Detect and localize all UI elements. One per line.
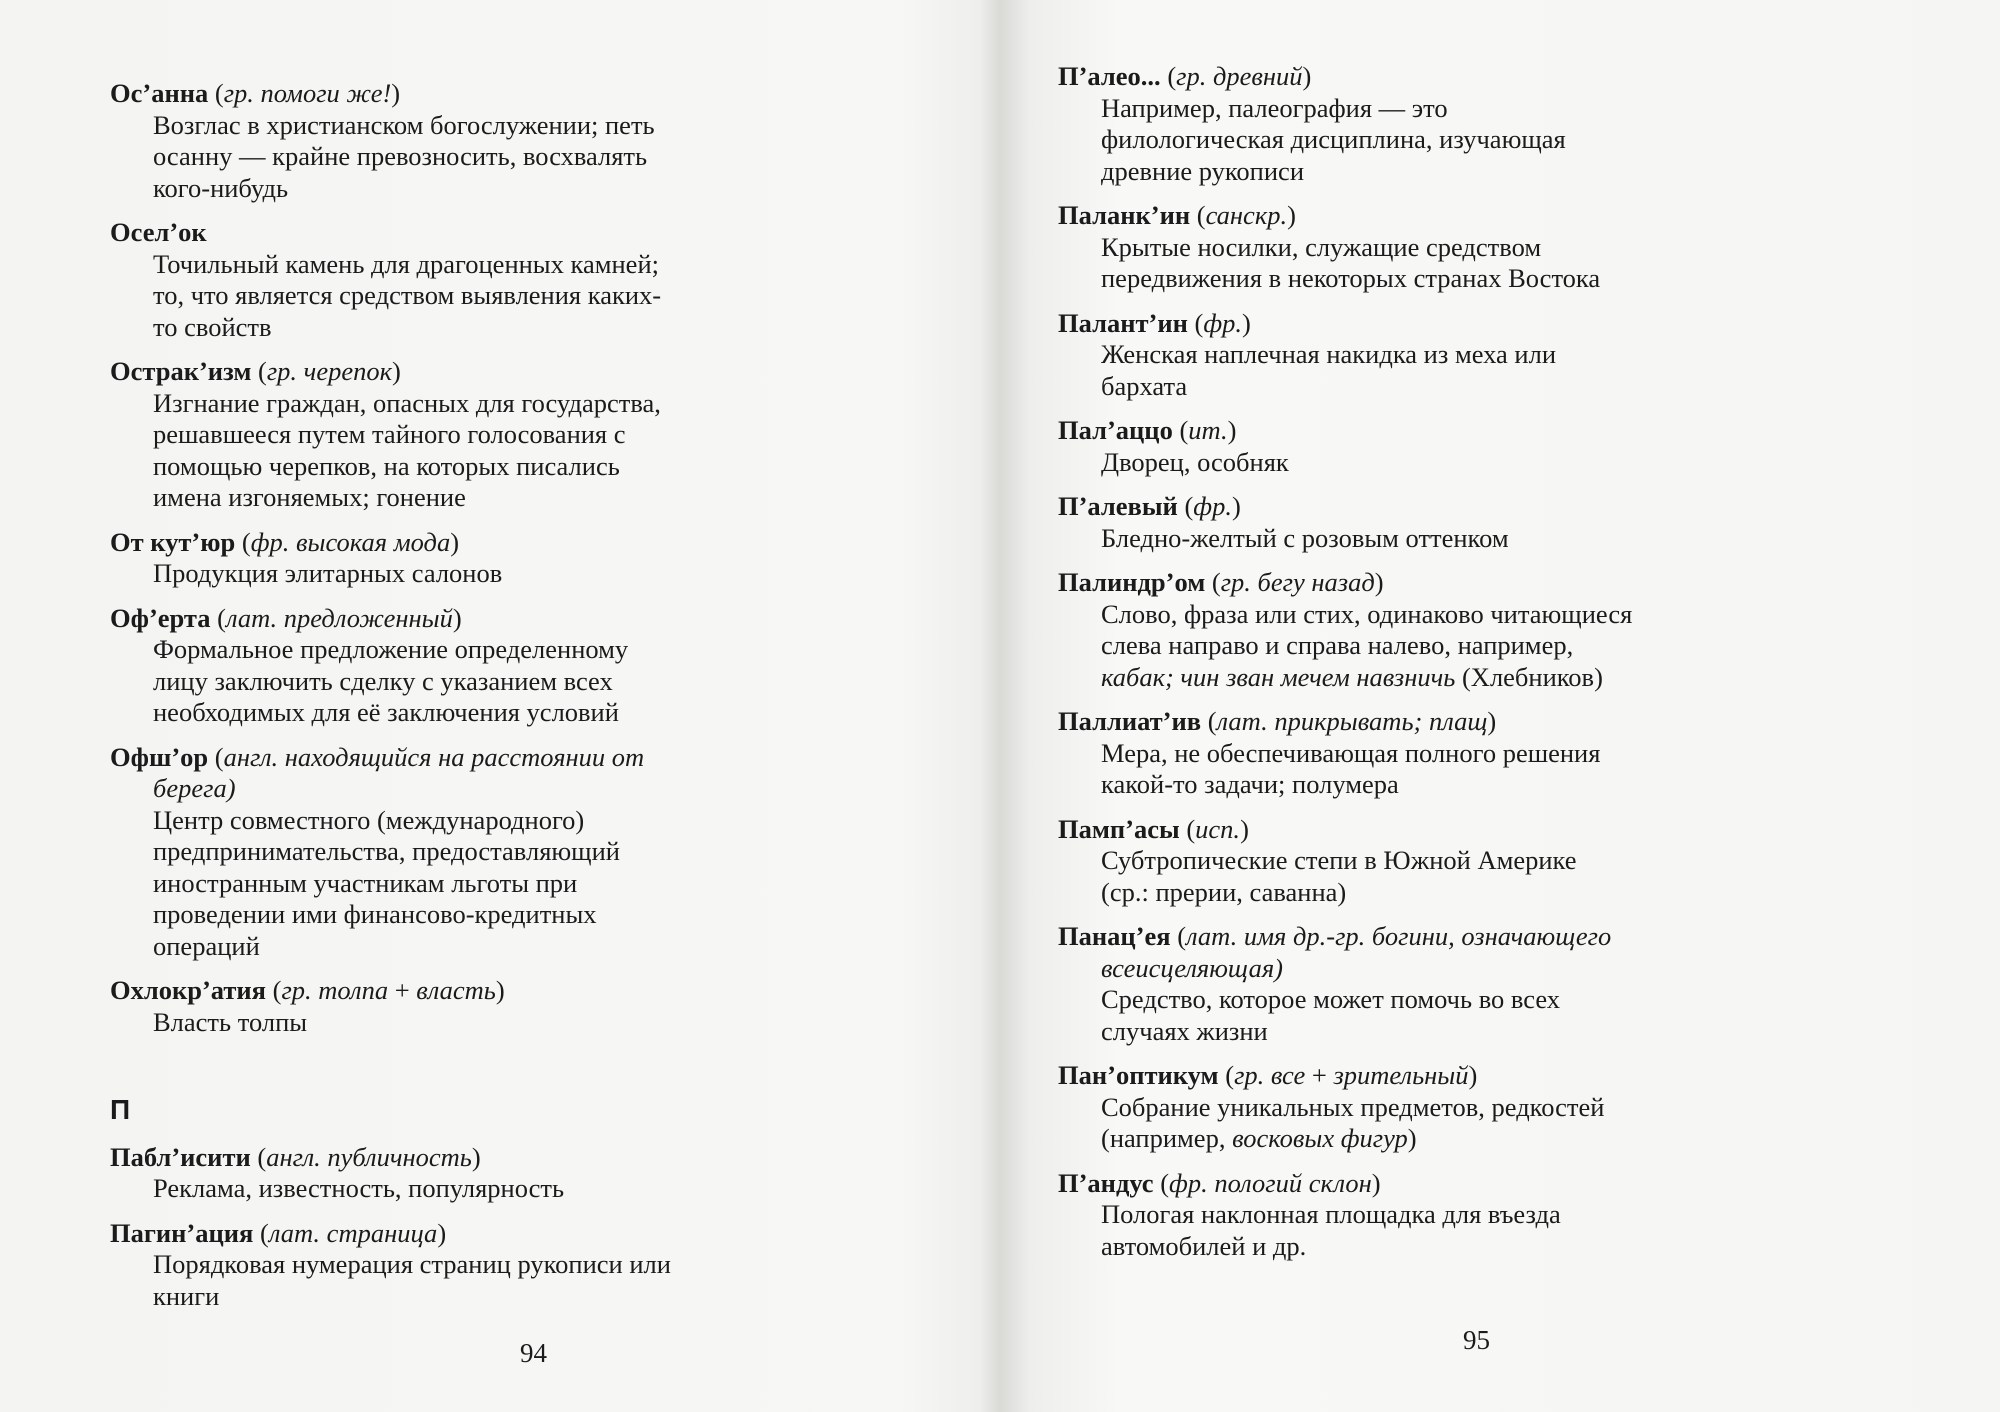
definition-line: осанну — крайне превозносить, восхвалять [153, 141, 648, 171]
definition-line: имена изгоняемых; гонение [153, 482, 466, 512]
entry-etymology: фр. [1203, 307, 1243, 338]
entry-term: Памп’асы [1058, 813, 1180, 844]
dictionary-entry [110, 78, 790, 204]
dictionary-entry [110, 1142, 790, 1205]
entries-b [1058, 706, 1758, 908]
definition-line: Центр совместного (международного) [153, 804, 585, 835]
entry-term: Панац’ея [1058, 921, 1171, 951]
definition-line: какой-то задачи; полумера [1101, 769, 1399, 799]
definition-line: передвижения в некоторых странах Востока [1101, 263, 1601, 293]
definition-line: помощью черепков, на которых писались [153, 450, 620, 481]
definition-line: Субтропические степи в Южной Америке [1101, 845, 1577, 875]
etymology-close: ) [437, 1217, 447, 1248]
entry-term: Офш’ор [110, 741, 209, 772]
etymology-close: ) [1240, 813, 1249, 844]
etymology-close: ) [1242, 307, 1251, 338]
entry-term: Охлокр’атия [110, 975, 266, 1005]
dictionary-entry [1058, 415, 1758, 478]
page-number: 95 [1463, 1325, 1490, 1355]
etymology-open: ( [250, 1141, 267, 1172]
dictionary-entry [1058, 491, 1758, 554]
entry-headline [110, 1218, 790, 1250]
entry-term: Пал’аццо [1058, 415, 1173, 445]
entry-term: П’алевый [1058, 491, 1178, 521]
entry-headline [1058, 200, 1758, 232]
definition-line: Реклама, известность, популярность [153, 1173, 565, 1203]
definition-line: филологическая дисциплина, изучающая [1101, 124, 1566, 154]
etymology-open: ( [1177, 491, 1194, 521]
dictionary-entry [110, 1218, 790, 1313]
entry-etymology: фр. пологий склон [1169, 1167, 1372, 1198]
etymology-open: ( [235, 526, 251, 557]
entry-etymology: гр. бегу назад [1220, 567, 1375, 597]
dictionary-entry [1058, 706, 1758, 801]
definition-line: то свойств [153, 311, 272, 342]
entries-a [110, 78, 790, 729]
etymology-close: ) [392, 356, 401, 386]
entry-term: Осел’ок [110, 217, 207, 247]
dictionary-entry-ochlocracy: Охлокр’атия (гр. толпа + власть) Власть толпы [110, 975, 790, 1038]
entry-etymology: гр. помоги же! [223, 78, 392, 108]
definition-line: Порядковая нумерация страниц рукописи или [153, 1249, 671, 1279]
left-column [110, 78, 790, 1325]
entry-etymology: англ. находящийся на расстоянии от [223, 741, 645, 772]
entry-etymology: фр. [1193, 491, 1232, 521]
dictionary-entry-ramp: П’андус (фр. пологий склон) Пологая наклонная площадка для въезда автомобилей и др. [1058, 1168, 1758, 1263]
dictionary-entry [1058, 61, 1758, 187]
right-page [1000, 0, 2000, 1412]
section-letter: П [110, 1094, 131, 1125]
definition-line: Мера, не обеспечивающая полного решения [1101, 737, 1601, 768]
entry-term: Пагин’ация [110, 1217, 254, 1248]
definition-line: слева направо и справа налево, например, [1101, 630, 1574, 660]
palindrome-example: кабак; чин зван мечем навзничь [1101, 661, 1456, 692]
dictionary-entry [1058, 200, 1758, 295]
entry-term: П’андус [1058, 1167, 1154, 1198]
entry-term: Оф’ерта [110, 602, 211, 633]
definition-line: Формальное предложение определенному [153, 634, 629, 664]
definition-line: Продукция элитарных салонов [153, 558, 503, 588]
definition-line: то, что является средством выявления каких- [153, 280, 662, 310]
entry-etymology: лат. прикрывать; плащ [1216, 706, 1488, 736]
entry-etymology: фр. высокая мода [250, 526, 451, 557]
entry-term: Ос’анна [110, 78, 209, 108]
definition-line: Крытые носилки, служащие средством [1101, 231, 1542, 262]
entry-etymology: санскр. [1205, 200, 1288, 230]
entry-headline [110, 527, 790, 559]
entry-etymology: исп. [1195, 813, 1241, 844]
definition-line: предпринимательства, предоставляющий [153, 836, 620, 866]
page-number: 94 [520, 1338, 547, 1368]
entry-headline [1058, 415, 1758, 447]
etymology-open: ( [1160, 61, 1177, 91]
etymology-close: ) [1287, 200, 1296, 230]
entry-etymology: гр. толпа [281, 975, 389, 1005]
entry-headline [1058, 61, 1758, 93]
definition-line: (ср.: прерии, саванна) [1101, 876, 1347, 907]
entry-term: Паллиат’ив [1058, 706, 1202, 736]
definition-line: случаях жизни [1101, 1015, 1268, 1046]
definition-line: Дворец, особняк [1101, 446, 1289, 477]
etymology-open: ( [1172, 415, 1189, 445]
entry-headline [110, 78, 790, 110]
entry-term: Пан’оптикум [1058, 1060, 1219, 1090]
dictionary-entry [1058, 308, 1758, 403]
entry-etymology: лат. предложенный [225, 602, 453, 633]
dictionary-entry [110, 603, 790, 729]
entry-term: Палиндр’ом [1058, 567, 1206, 597]
definition-line: кого-нибудь [153, 172, 289, 203]
entry-headline [1058, 706, 1758, 738]
definition-line: Средство, которое может помочь во всех [1101, 984, 1561, 1014]
entry-term: Паланк’ин [1058, 200, 1191, 230]
etymology-open: ( [1190, 200, 1206, 230]
dictionary-entry [1058, 814, 1758, 909]
definition-line: Бледно-желтый с розовым оттенком [1101, 522, 1509, 553]
definition-line: Например, палеография — это [1101, 92, 1448, 123]
entry-term: Пабл’исити [110, 1141, 251, 1172]
entry-definition [110, 805, 790, 963]
etymology-close: ) [452, 602, 462, 633]
dictionary-entry-panopticum: Пан’оптикум (гр. все + зрительный) Собрание уникальных предметов, редкостей (например, восковых фигур) [1058, 1060, 1758, 1155]
definition-line: решавшееся путем тайного голосования с [153, 419, 626, 449]
dictionary-entry-palindrome: Палиндр’ом (гр. бегу назад) Слово, фраза или стих, одинаково читающиеся слева направо и справа налево, например, кабак; чин зван мечем навзничь (Хлебников) [1058, 567, 1758, 693]
entry-etymology: англ. публичность [266, 1141, 472, 1172]
definition-line: операций [153, 930, 260, 961]
entry-headline [110, 603, 790, 635]
definition-line: проведении ими финансово-кредитных [153, 899, 597, 929]
definition-line: необходимых для её заключения условий [153, 697, 619, 727]
entry-term: От кут’юр [110, 526, 236, 557]
definition-line: Женская наплечная накидка из меха или [1101, 339, 1557, 369]
entry-headline [1058, 491, 1758, 523]
entry-etymology: гр. черепок [266, 356, 392, 386]
entry-headline [1058, 814, 1758, 846]
definition-line: Пологая наклонная площадка для въезда [1101, 1199, 1561, 1229]
entry-definition [1058, 984, 1758, 1047]
entry-headline [1058, 308, 1758, 340]
entry-definition [110, 1007, 790, 1039]
entries-a [1058, 61, 1758, 554]
definition-line: Изгнание граждан, опасных для государства, [153, 387, 661, 418]
dictionary-entry [110, 356, 790, 514]
etymology-open: ( [251, 356, 267, 386]
dictionary-entry [110, 217, 790, 343]
etymology-open: ( [208, 78, 224, 108]
entry-etymology: лат. страница [268, 1217, 438, 1248]
entry-definition [1058, 599, 1758, 662]
etymology-open: ( [1179, 813, 1196, 844]
etymology-close: ) [1227, 415, 1237, 445]
etymology-open: ( [1201, 706, 1217, 736]
dictionary-entry-offshore: Офш’ор (англ. находящийся на расстоянии от берега) Центр совместного (международного) предпринимательства, предоставляющий иностранным участникам льготы при проведении ими финансово-кредитных операций [110, 742, 790, 963]
etymology-close: ) [450, 526, 460, 557]
definition-line: книги [153, 1280, 220, 1311]
etymology-close: ) [1302, 61, 1312, 91]
entry-etymology: гр. все [1234, 1060, 1306, 1090]
left-page [0, 0, 990, 1412]
etymology-open: ( [253, 1217, 269, 1248]
etymology-close: ) [391, 78, 401, 108]
entries-b [110, 1142, 790, 1313]
definition-line: лицу заключить сделку с указанием всех [153, 665, 613, 696]
etymology-close: ) [471, 1141, 481, 1172]
entry-headline [110, 1142, 790, 1174]
dictionary-entry [110, 527, 790, 590]
definition-line: бархата [1101, 370, 1188, 401]
entry-definition [1058, 1199, 1758, 1262]
entry-term: Острак’изм [110, 356, 252, 386]
definition-line: Слово, фраза или стих, одинаково читающиеся [1101, 598, 1633, 629]
entry-headline [110, 217, 790, 249]
entry-term: П’алео... [1058, 61, 1161, 91]
entry-etymology: гр. древний [1176, 61, 1303, 91]
definition-line: Точильный камень для драгоценных камней; [153, 248, 659, 279]
etymology-open: ( [1187, 307, 1204, 338]
etymology-open: ( [210, 602, 226, 633]
right-column [1058, 61, 1758, 1275]
entry-etymology: лат. имя др.-гр. богини, означающего [1186, 921, 1612, 951]
definition-line: автомобилей и др. [1101, 1230, 1307, 1261]
entry-headline [110, 356, 790, 388]
definition-line: Власть толпы [153, 1006, 308, 1037]
etymology-close: ) [1487, 706, 1497, 736]
etymology-close: ) [1231, 491, 1241, 521]
dictionary-entry-panacea: Панац’ея (лат. имя др.-гр. богини, означающего всеисцеляющая) Средство, которое может помочь во всех случаях жизни [1058, 921, 1758, 1047]
definition-line: иностранным участникам льготы при [153, 867, 578, 898]
definition-line: древние рукописи [1101, 155, 1304, 186]
entry-term: Палант’ин [1058, 307, 1188, 338]
definition-line: Возглас в христианском богослужении; петь [153, 109, 655, 140]
definition-line: Собрание уникальных предметов, редкостей [1101, 1091, 1605, 1122]
entry-etymology: ит. [1188, 415, 1228, 445]
